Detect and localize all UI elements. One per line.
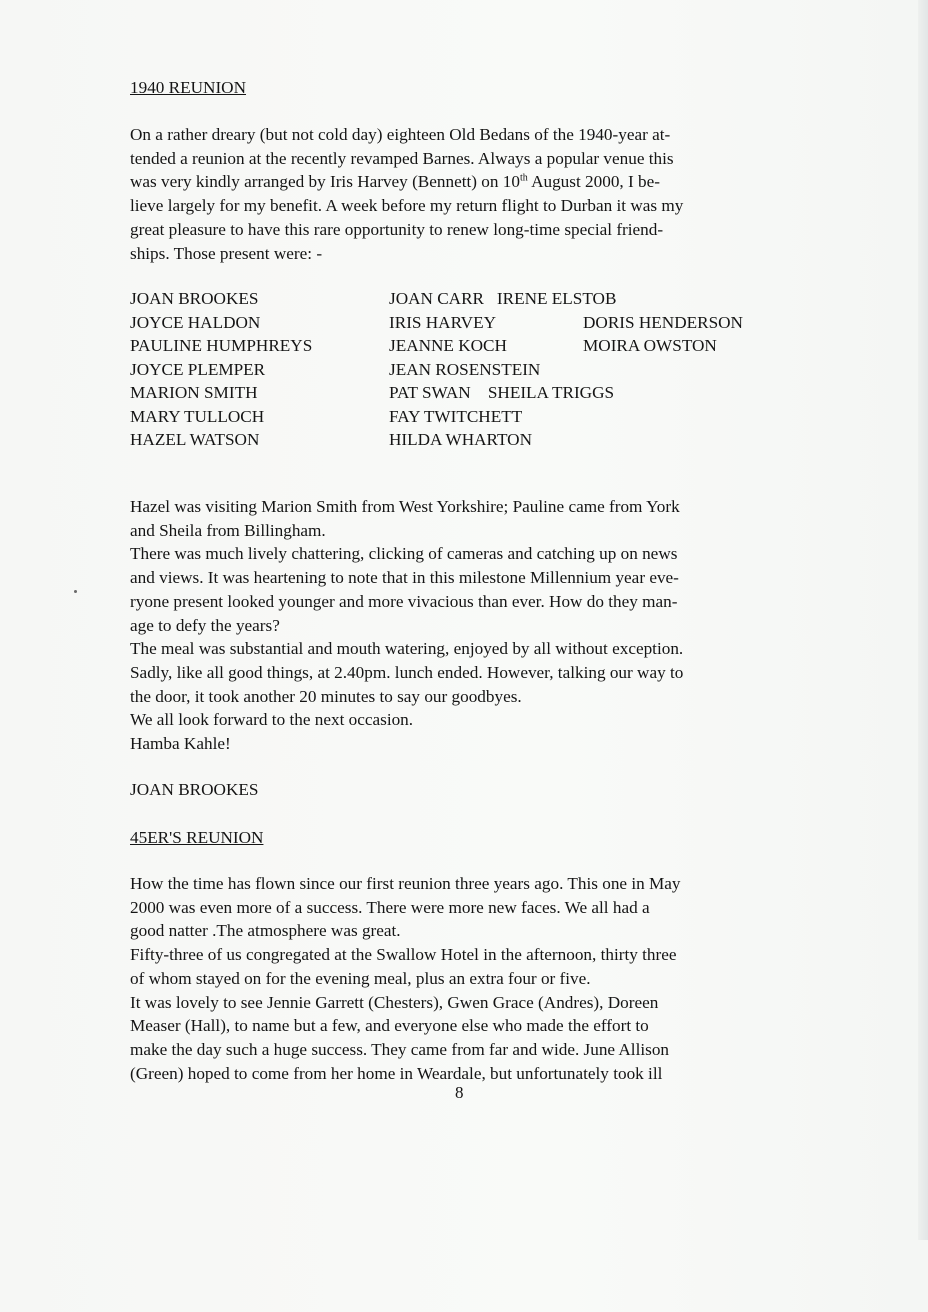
attendee-name: DORIS HENDERSON bbox=[583, 312, 743, 332]
intro-paragraph bbox=[130, 123, 810, 265]
text-line: tended a reunion at the recently revamped Barnes. Always a popular venue this bbox=[130, 148, 674, 168]
attendee-name: JOAN BROOKES bbox=[130, 289, 259, 308]
text-fragment: was very kindly arranged by Iris Harvey (Bennett) on 10 bbox=[130, 172, 520, 192]
attendee-name: JOAN CARR IRENE ELSTOB bbox=[389, 289, 617, 308]
text-line: and views. It was heartening to note that in this milestone Millennium year eve- bbox=[130, 568, 679, 588]
text-line: The meal was substantial and mouth watering, enjoyed by all without exception. bbox=[130, 639, 684, 659]
section-heading-1940-reunion: 1940 REUNION bbox=[130, 78, 247, 97]
text-line: age to defy the years? bbox=[130, 615, 280, 635]
names-row bbox=[130, 358, 810, 382]
text-line: ryone present looked younger and more vivacious than ever. How do they man- bbox=[130, 591, 678, 611]
text-line: It was lovely to see Jennie Garrett (Chesters), Gwen Grace (Andres), Doreen bbox=[130, 992, 659, 1012]
text-line: (Green) hoped to come from her home in Weardale, but unfortunately took ill bbox=[130, 1063, 663, 1083]
45ers-body-text bbox=[130, 872, 810, 1085]
text-line: Measer (Hall), to name but a few, and everyone else who made the effort to bbox=[130, 1016, 649, 1036]
names-row bbox=[130, 311, 810, 335]
text-line: 2000 was even more of a success. There were more new faces. We all had a bbox=[130, 897, 650, 917]
attendee-names-list bbox=[130, 287, 810, 452]
text-line: good natter .The atmosphere was great. bbox=[130, 921, 401, 941]
text-line: ships. Those present were: - bbox=[130, 243, 323, 263]
page-edge-shadow bbox=[918, 0, 928, 1240]
text-line: Hazel was visiting Marion Smith from West Yorkshire; Pauline came from York bbox=[130, 497, 680, 516]
text-line-with-date bbox=[130, 170, 810, 194]
text-line: lieve largely for my benefit. A week before my return flight to Durban it was my bbox=[130, 196, 684, 216]
attendee-name: MARION SMITH bbox=[130, 383, 258, 402]
attendee-name: JEANNE KOCH bbox=[389, 336, 507, 355]
text-line: the door, it took another 20 minutes to say our goodbyes. bbox=[130, 686, 522, 706]
text-line: We all look forward to the next occasion. bbox=[130, 710, 414, 730]
attendee-name: MOIRA OWSTON bbox=[583, 336, 717, 355]
attendee-name: PAULINE HUMPHREYS bbox=[130, 336, 313, 355]
text-line: Fifty-three of us congregated at the Swallow Hotel in the afternoon, thirty three bbox=[130, 945, 677, 965]
text-line: How the time has flown since our first reunion three years ago. This one in May bbox=[130, 874, 681, 893]
attendee-name: PAT SWAN SHEILA TRIGGS bbox=[389, 383, 615, 402]
text-line: of whom stayed on for the evening meal, plus an extra four or five. bbox=[130, 968, 591, 988]
attendee-name: HILDA WHARTON bbox=[389, 430, 532, 449]
attendee-name: JEAN ROSENSTEIN bbox=[389, 359, 541, 379]
author-signature: JOAN BROOKES bbox=[130, 780, 259, 799]
text-fragment: August 2000, I be- bbox=[527, 172, 660, 192]
text-line: Sadly, like all good things, at 2.40pm. lunch ended. However, talking our way to bbox=[130, 662, 684, 682]
page-number: 8 bbox=[455, 1083, 464, 1102]
names-row bbox=[130, 334, 810, 358]
text-line: great pleasure to have this rare opportunity to renew long-time special friend- bbox=[130, 219, 664, 239]
text-line: and Sheila from Billingham. bbox=[130, 520, 326, 540]
section-heading-45ers-reunion: 45ER'S REUNION bbox=[130, 828, 264, 847]
text-line: There was much lively chattering, clicking of cameras and catching up on news bbox=[130, 544, 678, 564]
text-line: On a rather dreary (but not cold day) eighteen Old Bedans of the 1940-year at- bbox=[130, 125, 671, 144]
text-line: make the day such a huge success. They came from far and wide. June Allison bbox=[130, 1039, 670, 1059]
names-row bbox=[130, 428, 810, 452]
attendee-name: JOYCE PLEMPER bbox=[130, 359, 266, 379]
scan-speck bbox=[74, 590, 77, 593]
date-superscript: th bbox=[519, 172, 528, 184]
attendee-name: HAZEL WATSON bbox=[130, 430, 260, 449]
attendee-name: IRIS HARVEY bbox=[389, 312, 497, 332]
names-row bbox=[130, 405, 810, 429]
names-row bbox=[130, 381, 810, 405]
reunion-body-text bbox=[130, 495, 810, 756]
names-row bbox=[130, 287, 810, 311]
attendee-name: JOYCE HALDON bbox=[130, 312, 261, 332]
attendee-name: MARY TULLOCH bbox=[130, 406, 265, 426]
attendee-name: FAY TWITCHETT bbox=[389, 406, 523, 426]
text-line: Hamba Kahle! bbox=[130, 734, 231, 754]
